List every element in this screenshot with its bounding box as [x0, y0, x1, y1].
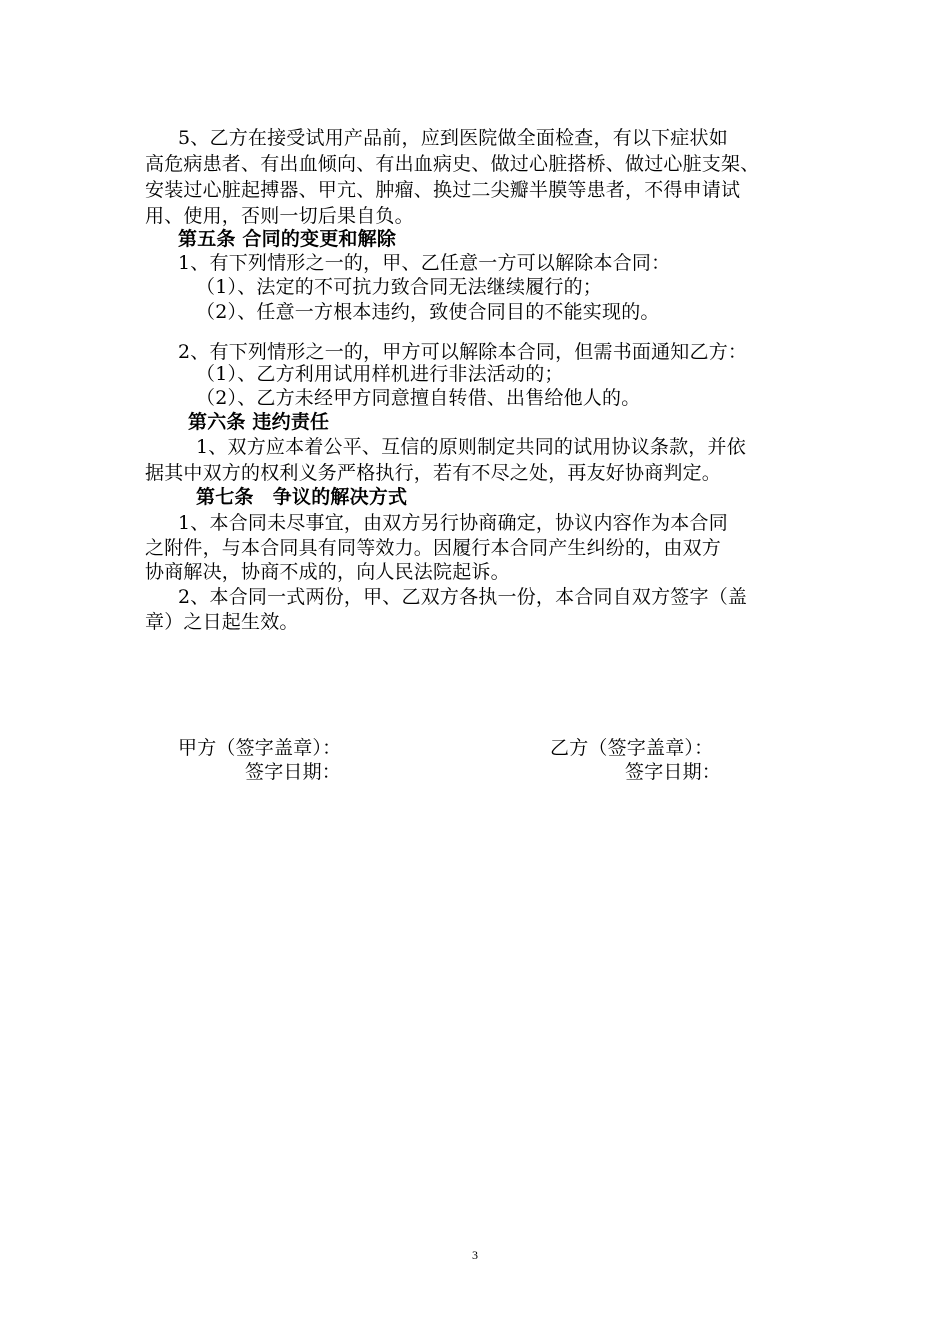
article7-item1-line1: 1、本合同未尽事宜，由双方另行协商确定，协议内容作为本合同: [178, 512, 728, 534]
article5-item1-sub2: （2）、任意一方根本违约，致使合同目的不能实现的。: [196, 301, 660, 323]
article7-heading: 第七条 争议的解决方式: [196, 486, 408, 508]
article6-heading: 第六条 违约责任: [188, 411, 330, 433]
page-number: 3: [472, 1248, 478, 1262]
article6-line2: 据其中双方的权利义务严格执行，若有不尽之处，再友好协商判定。: [145, 462, 722, 484]
party-b-signature-label: 乙方（签字盖章）：: [550, 737, 714, 759]
party-a-date-label: 签字日期：: [245, 761, 342, 783]
article7-item1-line2: 之附件，与本合同具有同等效力。因履行本合同产生纠纷的，由双方: [145, 537, 722, 559]
article5-item2: 2、有下列情形之一的，甲方可以解除本合同，但需书面通知乙方：: [178, 341, 748, 363]
article5-item1-sub1: （1）、法定的不可抗力致合同无法继续履行的；: [196, 276, 602, 298]
article6-line1: 1、双方应本着公平、互信的原则制定共同的试用协议条款，并依: [196, 436, 746, 458]
article4-item5-line3: 安装过心脏起搏器、甲亢、肿瘤、换过二尖瓣半膜等患者，不得申请试: [145, 179, 741, 201]
article7-item1-line3: 协商解决，协商不成的，向人民法院起诉。: [145, 561, 510, 583]
article5-item1: 1、有下列情形之一的，甲、乙任意一方可以解除本合同：: [178, 252, 671, 274]
article5-heading: 第五条 合同的变更和解除: [178, 228, 397, 250]
article7-item2-line2: 章）之日起生效。: [145, 611, 299, 633]
party-a-signature-label: 甲方（签字盖章）：: [178, 737, 342, 759]
article5-item2-sub1: （1）、乙方利用试用样机进行非法活动的；: [196, 363, 564, 385]
article4-item5-line1: 5、乙方在接受试用产品前，应到医院做全面检查，有以下症状如: [178, 127, 728, 149]
article4-item5-line4: 用、使用，否则一切后果自负。: [145, 205, 414, 227]
party-b-date-label: 签字日期：: [625, 761, 722, 783]
article7-item2-line1: 2、本合同一式两份，甲、乙双方各执一份，本合同自双方签字（盖: [178, 586, 748, 608]
article5-item2-sub2: （2）、乙方未经甲方同意擅自转借、出售给他人的。: [196, 387, 641, 409]
article4-item5-line2: 高危病患者、有出血倾向、有出血病史、做过心脏搭桥、做过心脏支架、: [145, 153, 760, 175]
